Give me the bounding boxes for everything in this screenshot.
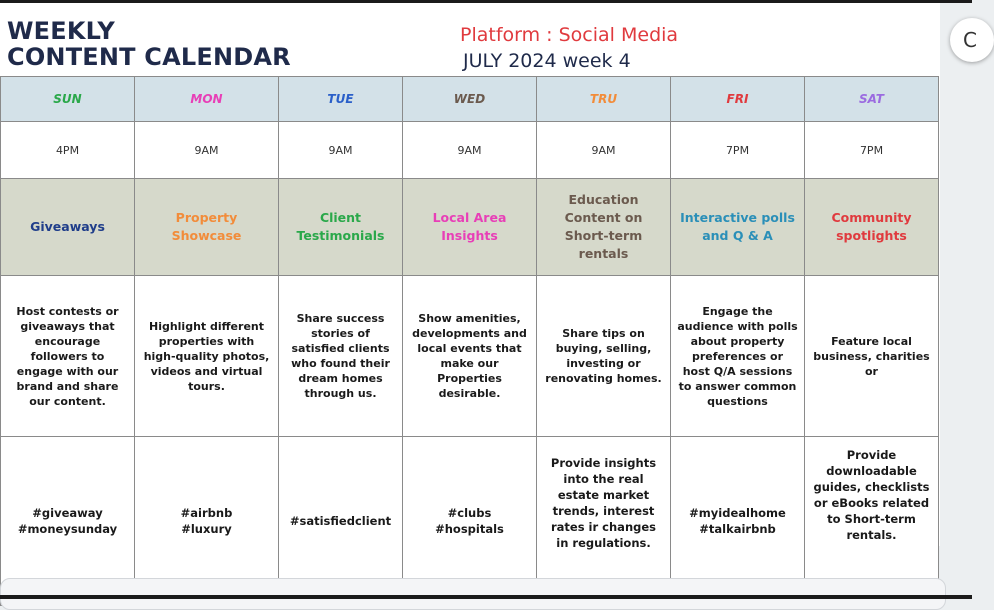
day-label: SUN: [53, 92, 82, 106]
comment-button[interactable]: [950, 18, 994, 62]
content-calendar-table: [0, 76, 939, 606]
hashtag: #talkairbnb: [699, 522, 776, 536]
day-label: TUE: [327, 92, 354, 106]
page-scroll-panel[interactable]: [0, 578, 946, 610]
theme-label: Community spotlights: [831, 210, 912, 243]
day-header-cell: [403, 77, 537, 122]
hashtag: #luxury: [181, 522, 232, 536]
comment-icon: C: [963, 28, 977, 52]
description-cell: Host contests or giveaways that encourage followers to engage with our brand and share our content.: [1, 276, 135, 437]
day-label: TRU: [589, 92, 618, 106]
day-header-cell: [279, 77, 403, 122]
theme-cell: [403, 179, 537, 276]
page-title: [7, 18, 291, 70]
day-header-cell: [135, 77, 279, 122]
day-label: SAT: [859, 92, 884, 106]
title-line-1: WEEKLY: [7, 17, 115, 45]
day-header-cell: [1, 77, 135, 122]
theme-label: Client Testimonials: [296, 210, 385, 243]
time-cell: 4PM: [1, 122, 135, 179]
description-cell: Share tips on buying, selling, investing or renovating homes.: [537, 276, 671, 437]
time-cell: 9AM: [537, 122, 671, 179]
insight-text: Provide insights into the real estate market trends, interest rates ir changes in regulations.: [550, 456, 657, 550]
time-cell: 9AM: [279, 122, 403, 179]
hashtag: #moneysunday: [17, 522, 118, 536]
hashtag: #airbnb: [180, 506, 233, 520]
platform-label: Platform : Social Media: [460, 24, 679, 46]
time-cell: 9AM: [135, 122, 279, 179]
description-cell: Show amenities, developments and local events that make our Properties desirable.: [403, 276, 537, 437]
hashtag: #hospitals: [435, 522, 504, 536]
hashtag: #giveaway: [32, 506, 103, 520]
description-row: [1, 276, 939, 437]
time-row: [1, 122, 939, 179]
theme-label: Giveaways: [30, 219, 105, 234]
theme-cell: [671, 179, 805, 276]
calendar-document: [0, 3, 940, 550]
day-label: WED: [453, 92, 486, 106]
day-label: FRI: [726, 92, 749, 106]
theme-label: Local Area Insights: [432, 210, 507, 243]
day-header-cell: [671, 77, 805, 122]
time-cell: 7PM: [805, 122, 939, 179]
theme-cell: [805, 179, 939, 276]
time-cell: 7PM: [671, 122, 805, 179]
title-line-2: CONTENT CALENDAR: [7, 43, 291, 71]
theme-cell: [537, 179, 671, 276]
resource-text: Provide downloadable guides, checklists or eBooks related to Short-term rentals.: [813, 448, 930, 542]
day-label: MON: [190, 92, 223, 106]
hashtag: #myidealhome: [689, 506, 786, 520]
theme-label: Property Showcase: [171, 210, 242, 243]
description-cell: Engage the audience with polls about property preferences or host Q/A sessions to answer common questions: [671, 276, 805, 437]
theme-cell: [279, 179, 403, 276]
day-header-cell: [537, 77, 671, 122]
week-label: JULY 2024 week 4: [463, 50, 631, 72]
theme-label: Interactive polls and Q & A: [680, 210, 795, 243]
theme-cell: [1, 179, 135, 276]
time-cell: 9AM: [403, 122, 537, 179]
theme-cell: [135, 179, 279, 276]
description-cell: Share success stories of satisfied clients who found their dream homes through us.: [279, 276, 403, 437]
description-cell: Highlight different properties with high-quality photos, videos and virtual tours.: [135, 276, 279, 437]
theme-label: Education Content on Short-term rentals: [564, 192, 643, 261]
hashtag: #clubs: [447, 506, 492, 520]
theme-row: [1, 179, 939, 276]
hashtag: #satisfiedclient: [289, 514, 392, 528]
bottom-border: [0, 595, 972, 599]
day-header-row: [1, 77, 939, 122]
day-header-cell: [805, 77, 939, 122]
description-cell: Feature local business, charities or: [805, 276, 939, 437]
